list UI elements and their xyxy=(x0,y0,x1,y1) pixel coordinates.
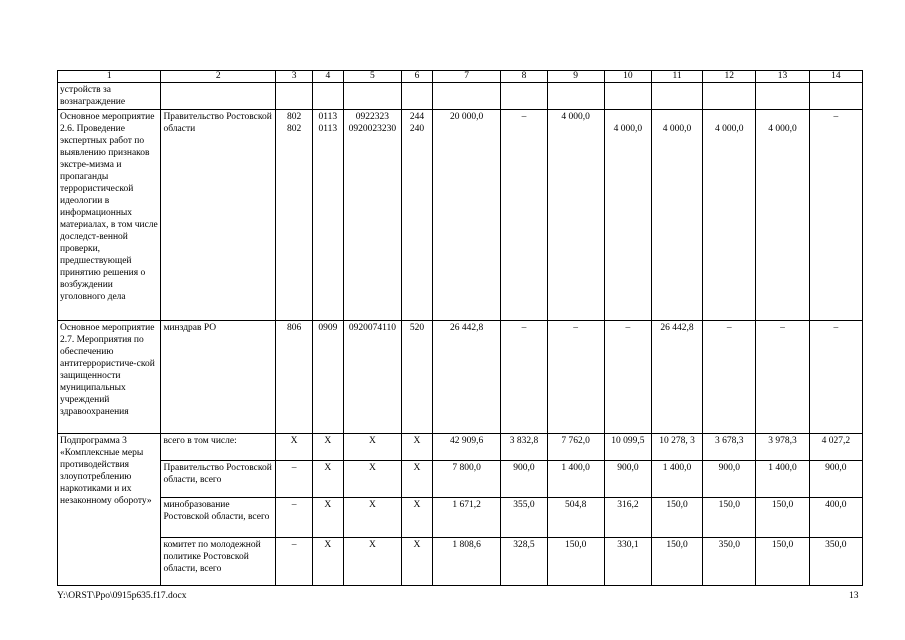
cell-amount: 1 400,0 xyxy=(547,461,604,498)
cell-code: – xyxy=(276,498,313,538)
cell-code: Х xyxy=(402,461,433,498)
cell-amount: – xyxy=(501,110,547,321)
cell-amount: 3 978,3 xyxy=(756,434,809,461)
cell-amount: 7 762,0 xyxy=(547,434,604,461)
cell-value: 0920023230 xyxy=(348,124,397,134)
cell-value: 4 000,0 xyxy=(662,124,692,134)
cell-code: 0909 xyxy=(313,321,344,434)
cell-code: Х xyxy=(313,434,344,461)
cell-executor: минобразование Ростовской области, всего xyxy=(161,498,276,538)
cell-amount: – xyxy=(604,321,651,434)
cell-amount: 3 832,8 xyxy=(501,434,547,461)
cell-amount: 4 000,0 xyxy=(547,110,604,321)
cell-amount: 42 909,6 xyxy=(432,434,501,461)
cell-code xyxy=(276,110,313,321)
cell-code: Х xyxy=(402,498,433,538)
cell xyxy=(604,83,651,110)
cell-amount: 355,0 xyxy=(501,498,547,538)
cell-code: Х xyxy=(313,461,344,498)
cell xyxy=(756,83,809,110)
header-cell: 11 xyxy=(651,71,702,83)
cell-code: Х xyxy=(276,434,313,461)
cell-amount: 150,0 xyxy=(756,538,809,586)
cell-amount: 26 442,8 xyxy=(432,321,501,434)
cell-amount: – xyxy=(809,321,862,434)
header-cell: 8 xyxy=(501,71,547,83)
header-cell: 10 xyxy=(604,71,651,83)
footer-file-path: Y:\ORST\Ppo\0915p635.f17.docx xyxy=(57,591,187,601)
cell-value: 240 xyxy=(409,124,425,134)
header-cell: 7 xyxy=(432,71,501,83)
cell-amount: 3 678,3 xyxy=(703,434,756,461)
cell-code: Х xyxy=(313,498,344,538)
cell-amount: 350,0 xyxy=(703,538,756,586)
header-row xyxy=(58,71,863,83)
cell-amount: 900,0 xyxy=(604,461,651,498)
budget-table xyxy=(57,70,863,586)
cell xyxy=(501,83,547,110)
cell-amount: 10 278, 3 xyxy=(651,434,702,461)
cell-value: 802 xyxy=(286,112,302,122)
cell-code: 0920074110 xyxy=(343,321,401,434)
cell-amount: 7 800,0 xyxy=(432,461,501,498)
cell-executor: Правительство Ростовской области, всего xyxy=(161,461,276,498)
table-row xyxy=(58,83,863,110)
cell-amount: 20 000,0 xyxy=(432,110,501,321)
cell-name: устройств за вознаграждение xyxy=(58,83,161,110)
cell-name: Подпрограмма 3 «Комплексные меры противодействия злоупотреблению наркотиками и их незаконному обороту» xyxy=(58,434,161,586)
cell-amount: 350,0 xyxy=(809,538,862,586)
cell xyxy=(651,83,702,110)
cell-code: Х xyxy=(343,538,401,586)
cell-value: 4 000,0 xyxy=(715,124,744,134)
cell xyxy=(343,83,401,110)
cell-amount: 900,0 xyxy=(809,461,862,498)
table-row xyxy=(58,434,863,461)
cell-code xyxy=(402,110,433,321)
table-row xyxy=(58,538,863,586)
cell-amount xyxy=(604,110,651,321)
table-row xyxy=(58,498,863,538)
cell-value: 4 000,0 xyxy=(768,124,797,134)
cell-code: Х xyxy=(402,434,433,461)
cell-executor: всего в том числе: xyxy=(161,434,276,461)
cell-value: 0113 xyxy=(318,124,338,134)
cell-amount: 900,0 xyxy=(501,461,547,498)
cell-amount: 504,8 xyxy=(547,498,604,538)
cell-amount: 1 671,2 xyxy=(432,498,501,538)
cell-executor: комитет по молодежной политике Ростовской области, всего xyxy=(161,538,276,586)
footer-page-number: 13 xyxy=(849,591,859,601)
cell-amount: – xyxy=(703,321,756,434)
cell-amount xyxy=(756,110,809,321)
cell-amount: 1 808,6 xyxy=(432,538,501,586)
cell-amount: 1 400,0 xyxy=(651,461,702,498)
cell-amount: 150,0 xyxy=(703,498,756,538)
cell-executor: минздрав РО xyxy=(161,321,276,434)
cell xyxy=(402,83,433,110)
header-cell: 9 xyxy=(547,71,604,83)
cell xyxy=(432,83,501,110)
cell-amount: 900,0 xyxy=(703,461,756,498)
cell-amount: – xyxy=(809,110,862,321)
cell-value: 802 xyxy=(286,124,302,134)
cell-amount: 400,0 xyxy=(809,498,862,538)
cell-amount: 10 099,5 xyxy=(604,434,651,461)
cell xyxy=(703,83,756,110)
cell-code: – xyxy=(276,538,313,586)
header-cell: 3 xyxy=(276,71,313,83)
cell-code: Х xyxy=(313,538,344,586)
cell-code: 520 xyxy=(402,321,433,434)
cell xyxy=(809,83,862,110)
cell xyxy=(313,83,344,110)
cell-amount: 26 442,8 xyxy=(651,321,702,434)
header-cell: 2 xyxy=(161,71,276,83)
table-row xyxy=(58,110,863,321)
header-cell: 1 xyxy=(58,71,161,83)
cell-amount: 150,0 xyxy=(547,538,604,586)
cell-code: Х xyxy=(343,498,401,538)
cell-amount: 150,0 xyxy=(651,498,702,538)
cell-amount xyxy=(651,110,702,321)
cell-executor: Правительство Ростовской области xyxy=(161,110,276,321)
cell xyxy=(547,83,604,110)
cell-code xyxy=(313,110,344,321)
table-row xyxy=(58,321,863,434)
cell-value: 244 xyxy=(409,112,425,122)
cell-value: 0922323 xyxy=(355,112,390,122)
cell-amount: – xyxy=(501,321,547,434)
cell-amount: – xyxy=(547,321,604,434)
header-cell: 5 xyxy=(343,71,401,83)
cell-code xyxy=(343,110,401,321)
header-cell: 14 xyxy=(809,71,862,83)
cell-code: Х xyxy=(343,461,401,498)
cell-amount: – xyxy=(756,321,809,434)
cell-amount: 1 400,0 xyxy=(756,461,809,498)
cell-amount: 150,0 xyxy=(651,538,702,586)
header-cell: 6 xyxy=(402,71,433,83)
cell-amount: 328,5 xyxy=(501,538,547,586)
cell-name: Основное мероприятие 2.7. Мероприятия по обеспечению антитеррористиче-ской защищенности муниципальных учреждений здравоохранения xyxy=(58,321,161,434)
cell xyxy=(161,83,276,110)
header-cell: 13 xyxy=(756,71,809,83)
header-cell: 4 xyxy=(313,71,344,83)
cell-name: Основное мероприятие 2.6. Проведение экспертных работ по выявлению признаков экстре-мизма и пропаганды террористической идеологии в информационных материалах, в том числе доследст-венной проверки, предшествующей принятию решения о возбуждении уголовного дела xyxy=(58,110,161,321)
cell-amount: 330,1 xyxy=(604,538,651,586)
cell-value: 0113 xyxy=(318,112,338,122)
header-cell: 12 xyxy=(703,71,756,83)
cell xyxy=(276,83,313,110)
cell-code: 806 xyxy=(276,321,313,434)
cell-code: Х xyxy=(343,434,401,461)
cell-amount: 4 027,2 xyxy=(809,434,862,461)
cell-code: Х xyxy=(402,538,433,586)
cell-code: – xyxy=(276,461,313,498)
table-row xyxy=(58,461,863,498)
cell-amount xyxy=(703,110,756,321)
cell-amount: 316,2 xyxy=(604,498,651,538)
cell-amount: 150,0 xyxy=(756,498,809,538)
cell-value: 4 000,0 xyxy=(613,124,643,134)
